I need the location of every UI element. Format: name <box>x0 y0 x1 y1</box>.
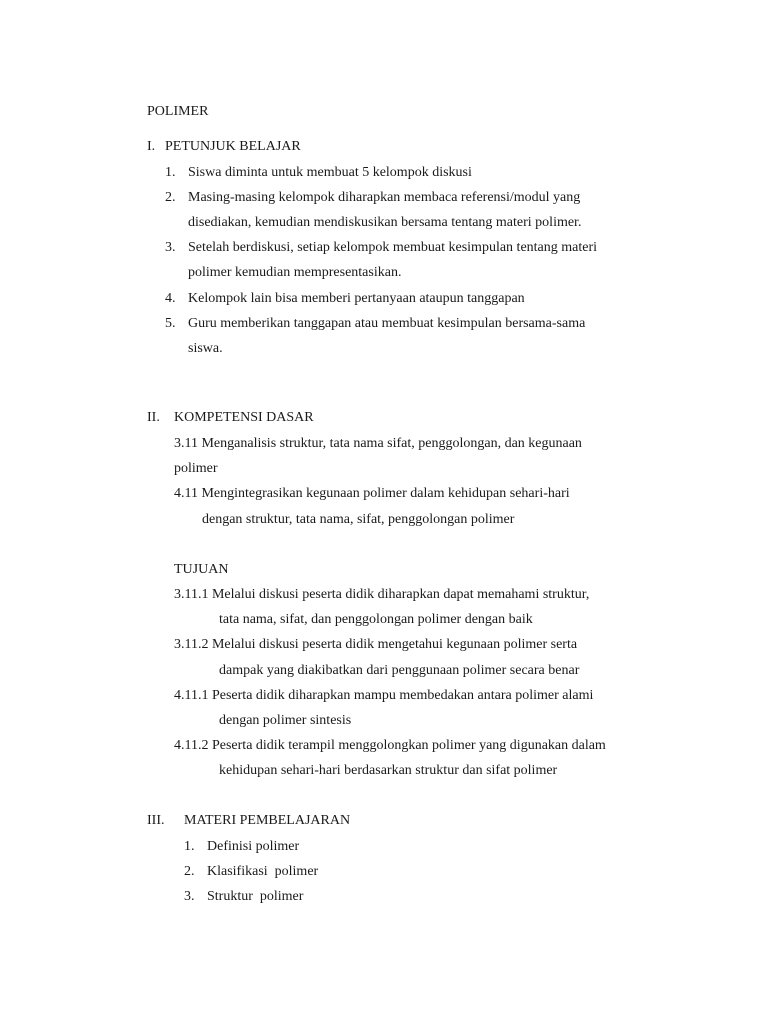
list-item-number: 3. <box>184 889 195 904</box>
list-item-text: Struktur polimer <box>207 889 304 904</box>
list-item-number: 2. <box>165 190 176 205</box>
section-1-numeral: I. <box>147 139 156 154</box>
list-item-text: Setelah berdiskusi, setiap kelompok membuat kesimpulan tentang materi <box>188 240 598 255</box>
list-item-text: Definisi polimer <box>207 839 300 854</box>
tujuan-item-text: 4.11.1 Peserta didik diharapkan mampu membedakan antara polimer alami <box>174 688 594 703</box>
tujuan-item-text-continued: dengan polimer sintesis <box>219 713 352 728</box>
list-item-text: Masing-masing kelompok diharapkan membaca referensi/modul yang <box>188 190 581 205</box>
list-item-number: 5. <box>165 316 176 331</box>
list-item-text: Klasifikasi polimer <box>207 864 319 879</box>
list-item-number: 1. <box>165 165 176 180</box>
kd-item-text: 4.11 Mengintegrasikan kegunaan polimer dalam kehidupan sehari-hari <box>174 486 570 501</box>
section-3-heading: MATERI PEMBELAJARAN <box>184 813 351 828</box>
kd-item-text: 3.11 Menganalisis struktur, tata nama sifat, penggolongan, dan kegunaan <box>174 436 582 451</box>
list-item-text-continued: polimer kemudian mempresentasikan. <box>188 265 402 280</box>
list-item-number: 4. <box>165 291 176 306</box>
section-2-numeral: II. <box>147 410 160 425</box>
tujuan-item-text: 4.11.2 Peserta didik terampil menggolongkan polimer yang digunakan dalam <box>174 738 606 753</box>
list-item-number: 1. <box>184 839 195 854</box>
section-3-numeral: III. <box>147 813 165 828</box>
section-2-heading: KOMPETENSI DASAR <box>174 410 314 425</box>
kd-item-text-continued: dengan struktur, tata nama, sifat, penggolongan polimer <box>202 512 515 527</box>
list-item-text-continued: disediakan, kemudian mendiskusikan bersama tentang materi polimer. <box>188 215 582 230</box>
tujuan-item-text-continued: tata nama, sifat, dan penggolongan polimer dengan baik <box>219 612 533 627</box>
list-item-number: 2. <box>184 864 195 879</box>
list-item-number: 3. <box>165 240 176 255</box>
document-title: POLIMER <box>147 104 209 119</box>
list-item-text-continued: siswa. <box>188 341 223 356</box>
tujuan-item-text-continued: kehidupan sehari-hari berdasarkan struktur dan sifat polimer <box>219 763 558 778</box>
section-1-heading: PETUNJUK BELAJAR <box>165 139 301 154</box>
tujuan-item-text-continued: dampak yang diakibatkan dari penggunaan polimer secara benar <box>219 663 580 678</box>
list-item-text: Guru memberikan tanggapan atau membuat kesimpulan bersama-sama <box>188 316 586 331</box>
tujuan-item-text: 3.11.1 Melalui diskusi peserta didik diharapkan dapat memahami struktur, <box>174 587 590 602</box>
list-item-text: Kelompok lain bisa memberi pertanyaan ataupun tanggapan <box>188 291 525 306</box>
tujuan-item-text: 3.11.2 Melalui diskusi peserta didik mengetahui kegunaan polimer serta <box>174 637 578 652</box>
tujuan-heading: TUJUAN <box>174 562 229 577</box>
list-item-text: Siswa diminta untuk membuat 5 kelompok diskusi <box>188 165 472 180</box>
kd-item-text-continued: polimer <box>174 461 218 476</box>
